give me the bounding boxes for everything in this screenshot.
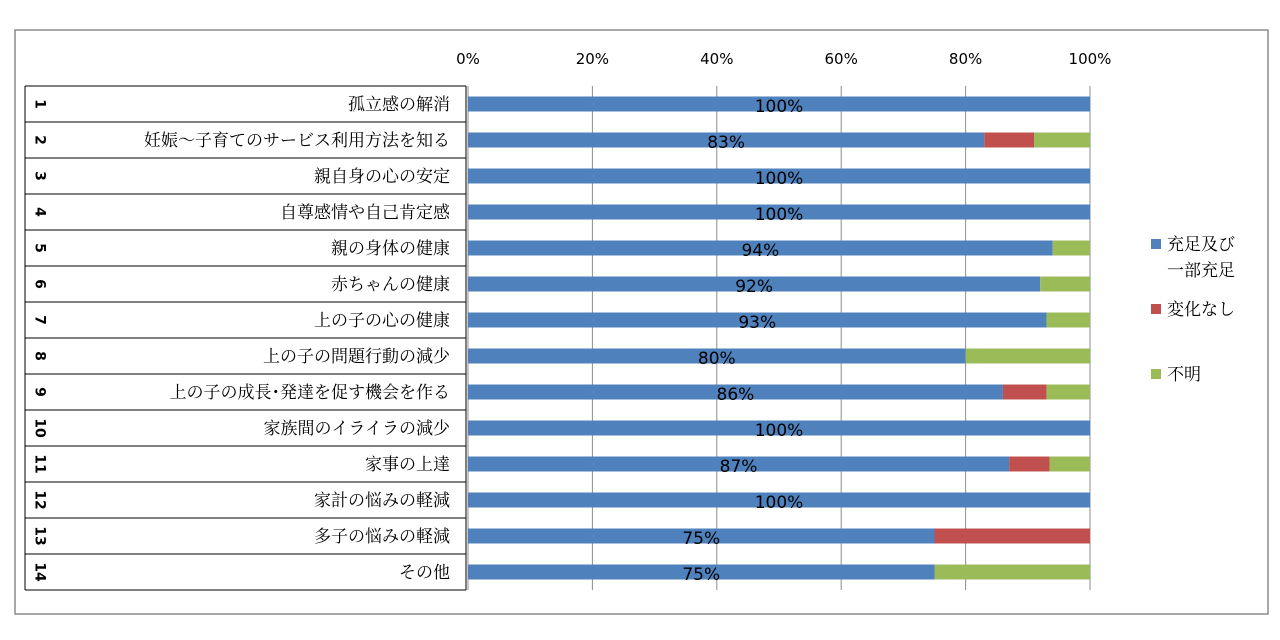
data-label: 75% — [682, 529, 721, 549]
category-label: 妊娠～子育てのサービス利用方法を知る — [144, 131, 450, 151]
legend-label: 不明 — [1167, 365, 1201, 385]
data-label: 80% — [697, 349, 736, 369]
bar-segment — [984, 133, 1034, 148]
data-label: 86% — [716, 385, 755, 405]
row-number: 2 — [31, 135, 48, 145]
row-number: 4 — [31, 207, 48, 217]
bar-segment — [1003, 385, 1047, 400]
category-label: 赤ちゃんの健康 — [331, 275, 450, 295]
data-label: 83% — [707, 133, 746, 153]
x-tick-label: 40% — [700, 50, 734, 68]
legend-swatch — [1151, 239, 1161, 249]
data-label: 94% — [741, 241, 780, 261]
category-label: 家族間のイライラの減少 — [263, 419, 450, 439]
category-label: 上の子の心の健康 — [314, 311, 450, 331]
category-label: 多子の悩みの軽減 — [314, 527, 450, 547]
row-number: 6 — [31, 279, 48, 289]
x-tick-label: 20% — [575, 50, 610, 68]
data-label: 100% — [754, 421, 804, 441]
data-label: 100% — [754, 169, 804, 189]
category-label: 自尊感情や自己肯定感 — [280, 203, 450, 223]
row-number: 5 — [31, 243, 48, 253]
category-label: 親の身体の健康 — [331, 239, 450, 259]
data-label: 87% — [719, 457, 758, 477]
legend-label: 変化なし — [1167, 300, 1235, 320]
x-tick-label: 0% — [456, 50, 480, 68]
data-label: 100% — [754, 97, 804, 117]
row-number: 7 — [31, 315, 48, 325]
category-label: 孤立感の解消 — [348, 95, 450, 115]
x-tick-label: 60% — [824, 50, 858, 68]
bar-segment — [1040, 277, 1090, 292]
data-label: 75% — [682, 565, 721, 585]
bar-segment — [935, 529, 1091, 544]
bar-segment — [935, 565, 1091, 580]
category-label: 家事の上達 — [365, 455, 450, 475]
bar-segment — [1009, 457, 1049, 472]
bar-segment — [966, 349, 1090, 364]
x-tick-label: 80% — [948, 50, 983, 68]
row-number: 13 — [31, 526, 48, 546]
data-label: 100% — [754, 493, 804, 513]
row-number: 10 — [31, 418, 48, 438]
category-label: 上の子の成長･発達を促す機会を作る — [169, 383, 450, 403]
category-label: その他 — [399, 563, 450, 583]
bar-segment — [1046, 385, 1090, 400]
x-tick-label: 100% — [1068, 50, 1112, 68]
legend-swatch — [1151, 304, 1161, 314]
category-label: 上の子の問題行動の減少 — [263, 347, 450, 367]
bar-segment — [1053, 241, 1090, 256]
data-label: 93% — [738, 313, 777, 333]
row-number: 9 — [31, 387, 48, 397]
bar-segment — [1050, 457, 1090, 472]
row-number: 14 — [31, 562, 48, 582]
category-label: 親自身の心の安定 — [314, 167, 450, 187]
legend-label: 一部充足 — [1167, 261, 1235, 281]
bar-segment — [1046, 313, 1090, 328]
row-number: 1 — [31, 99, 48, 109]
row-number: 11 — [31, 454, 48, 474]
legend-swatch — [1151, 369, 1161, 379]
category-label: 家計の悩みの軽減 — [314, 491, 450, 511]
row-number: 12 — [31, 490, 48, 510]
legend-label: 充足及び — [1167, 235, 1235, 255]
bar-segment — [1034, 133, 1090, 148]
data-label: 92% — [735, 277, 774, 297]
row-number: 3 — [31, 171, 48, 181]
data-label: 100% — [754, 205, 804, 225]
row-number: 8 — [31, 351, 48, 361]
